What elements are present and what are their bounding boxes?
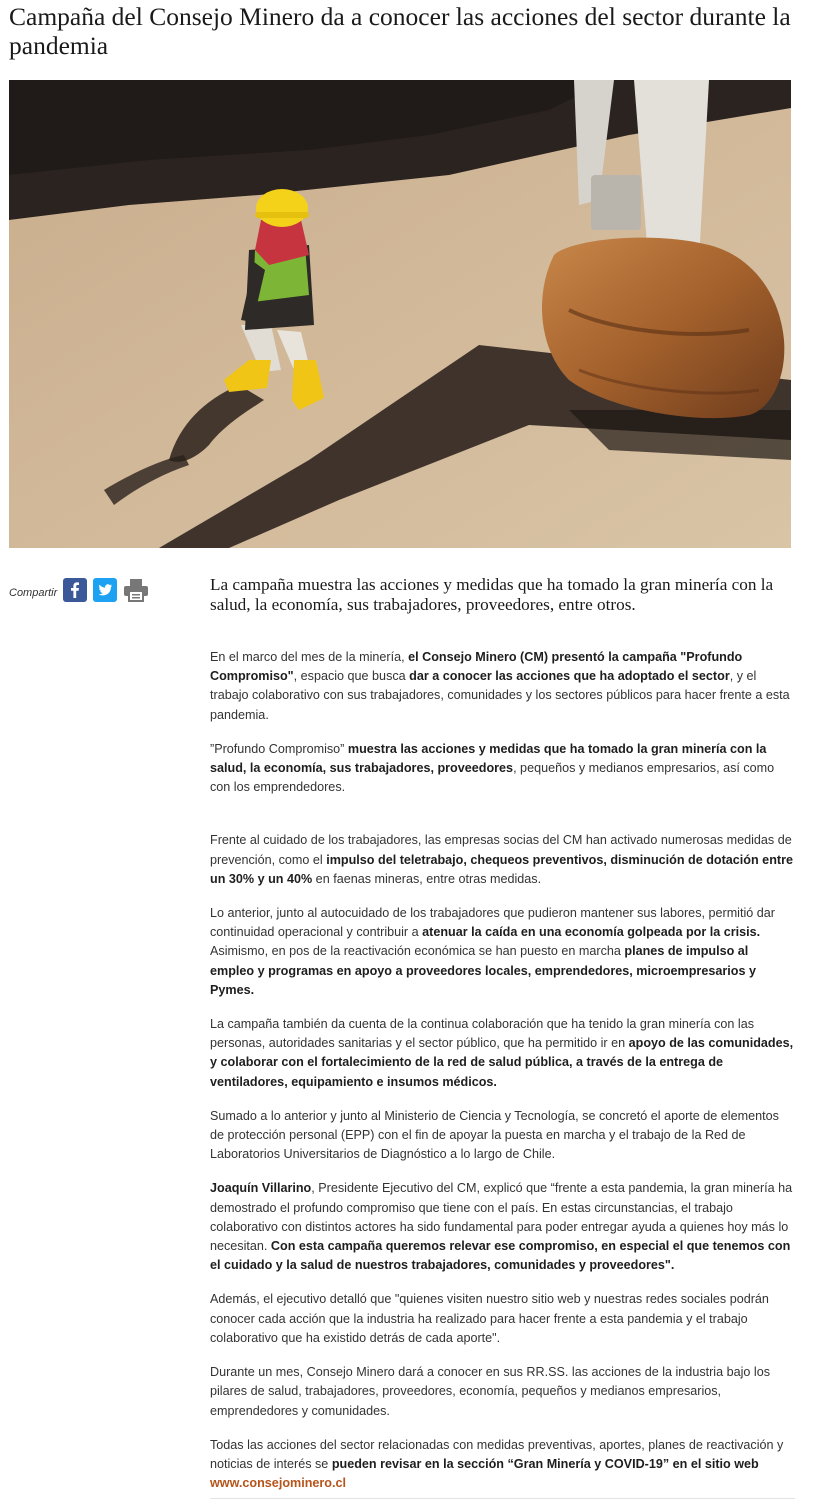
paragraph: Todas las acciones del sector relacionadas con medidas preventivas, aportes, planes de reactivación y noticias de interés se pueden revisar en la sección “Gran Minería y COVID-19” en el sitio web www.consejominero.cl — [210, 1437, 784, 1491]
paragraph: Lo anterior, junto al autocuidado de los trabajadores que pudieron mantener sus labores, permitió dar continuidad operacional y contribuir a atenuar la caída en una economía golpeada por la crisis. Asimismo, en pos de la reactivación económica se han puesto en marcha planes de impulso al empleo y programas en apoyo a proveedores locales, emprendedores, microempresarios y Pymes. — [210, 906, 775, 997]
paragraph: ”Profundo Compromiso” muestra las acciones y medidas que ha tomado la gran minería con la salud, la economía, sus trabajadores, proveedores, pequeños y medianos empresarios, así como con los emprendedores. — [210, 741, 775, 795]
paragraph: Frente al cuidado de los trabajadores, las empresas socias del CM han activado numerosas medidas de prevención, como el impulso del teletrabajo, chequeos preventivos, disminución de dotación entre un 30% y un 40% en faenas mineras, entre otras medidas. — [210, 833, 793, 886]
paragraph: La campaña también da cuenta de la continua colaboración que ha tenido la gran minería con las personas, autoridades sanitarias y el sector público, que ha permitido ir en apoyo de las comunidades, y colaborar con el fortalecimiento de la red de salud pública, a través de la entrega de ventiladores, equipamiento e insumos médicos. — [210, 1017, 794, 1089]
share-bar — [9, 577, 153, 603]
paragraph: Joaquín Villarino, Presidente Ejecutivo del CM, explicó que “frente a esta pandemia, la gran minería ha demostrado el profundo compromiso que tiene con el país. En estas circunstancias, el trabajo colaborativo con distintos actores ha sido fundamental para poder entregar ayuda a quienes hoy más lo necesitan. Con esta campaña queremos relevar ese compromiso, en especial el que tenemos con el cuidado y la salud de nuestros trabajadores, comunidades y proveedores". — [210, 1181, 793, 1273]
paragraph: Durante un mes, Consejo Minero dará a conocer en sus RR.SS. las acciones de la industria bajo los pilares de salud, trabajadores, proveedores, economía, pequeños y medianos empresarios, emprendedores y comunidades. — [210, 1365, 771, 1418]
share-label: Compartir — [9, 587, 58, 599]
mining-worker-photo — [9, 80, 791, 548]
twitter-icon[interactable] — [93, 578, 117, 602]
print-icon[interactable] — [123, 578, 147, 602]
article-lead: La campaña muestra las acciones y medidas que ha tomado la gran minería con la salud, la economía, sus trabajadores, proveedores, entre otros. — [210, 575, 774, 614]
paragraph: En el marco del mes de la minería, el Consejo Minero (CM) presentó la campaña "Profundo Compromiso", espacio que busca dar a conocer las acciones que ha adoptado el sector, y el trabajo colaborativo con sus trabajadores, comunidades y los sectores públicos para hacer frente a esta pandemia. — [210, 650, 790, 722]
article-title: Campaña del Consejo Minero da a conocer las acciones del sector durante la pandemia — [9, 2, 791, 60]
article-body — [210, 648, 795, 1508]
paragraph: Sumado a lo anterior y junto al Ministerio de Ciencia y Tecnología, se concretó el aporte de elementos de protección personal (EPP) con el fin de apoyar la puesta en marcha y el trabajo de la Red de Laboratorios Universitarios de Diagnóstico a lo largo de Chile. — [210, 1108, 779, 1162]
divider — [210, 1498, 795, 1499]
paragraph: Además, el ejecutivo detalló que "quienes visiten nuestro sitio web y nuestras redes sociales podrán conocer cada acción que la industria ha realizado para hacer frente a esta pandemia y el trabajo colaborativo que ha existido detrás de cada aporte". — [210, 1292, 769, 1345]
facebook-icon[interactable] — [63, 578, 87, 602]
hero-photo — [9, 80, 791, 548]
website-link[interactable]: www.consejominero.cl — [210, 1476, 346, 1491]
